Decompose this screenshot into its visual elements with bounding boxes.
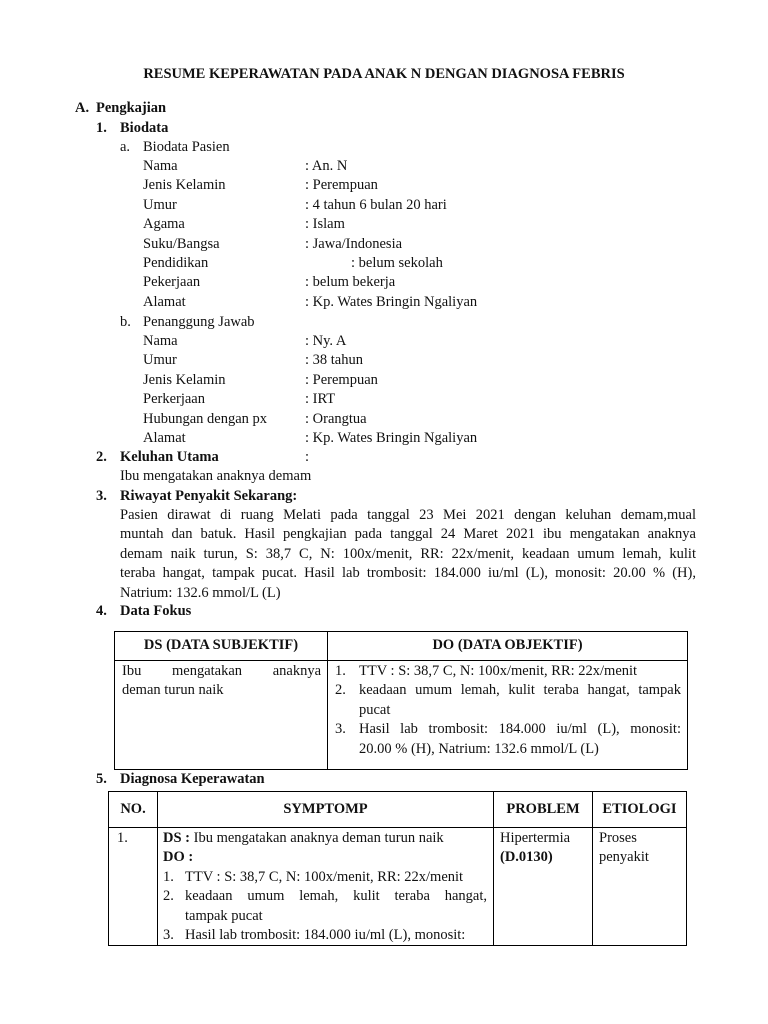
etiologi-line: Proses [599, 830, 637, 846]
field-value: : Kp. Wates Bringin Ngaliyan [305, 430, 478, 446]
diagnosa-marker: 5. [96, 771, 107, 787]
document-title: RESUME KEPERAWATAN PADA ANAK N DENGAN DIAGNOSA FEBRIS [143, 66, 625, 82]
diagnosa-heading: Diagnosa Keperawatan [120, 771, 265, 787]
riwayat-line: Natrium: 132.6 mmol/L (L) [120, 584, 281, 601]
list-item [335, 662, 681, 681]
list-item-text: keadaan umum lemah, kulit teraba hangat, [185, 888, 487, 905]
ds-text: Ibu mengatakan anaknya deman turun naik [190, 830, 444, 846]
field-value: : Perempuan [305, 177, 378, 194]
field-value: : belum bekerja [305, 274, 396, 291]
riwayat-line: teraba hangat, tampak pucat. Hasil lab trombosit: 184.000 iu/ml (L), monosit: 20.00 % (H), [120, 565, 696, 582]
biodata-marker: 1. [96, 120, 107, 136]
field-value: : Kp. Wates Bringin Ngaliyan [305, 293, 478, 310]
list-item-number: 2. [335, 682, 346, 699]
keluhan-marker: 2. [96, 449, 107, 465]
list-item-number: 1. [335, 663, 346, 679]
field-label: Hubungan dengan px [143, 410, 268, 427]
no-header: NO. [109, 792, 158, 828]
ds-line: Ibu mengatakan anaknya [122, 663, 321, 679]
riwayat-line: Pasien dirawat di ruang Melati pada tanggal 23 Mei 2021 dengan keluhan demam,mual [120, 507, 696, 523]
field-label: Pendidikan [143, 255, 209, 271]
field-value: : Jawa/Indonesia [305, 235, 403, 252]
field-label: Pekerjaan [143, 274, 201, 291]
list-item [335, 681, 681, 720]
field-value: : 38 tahun [305, 352, 363, 369]
list-item-text: TTV : S: 38,7 C, N: 100x/menit, RR: 22x/menit [359, 663, 638, 679]
etiologi-line: penyakit [599, 849, 649, 866]
problem-name: Hipertermia [500, 830, 571, 846]
field-label: Umur [143, 196, 177, 213]
field-value: : Islam [305, 216, 345, 233]
section-a-heading: Pengkajian [96, 100, 167, 116]
field-label: Nama [143, 158, 178, 174]
field-label: Umur [143, 352, 177, 369]
field-label: Jenis Kelamin [143, 177, 226, 194]
data-fokus-marker: 4. [96, 603, 107, 619]
ds-line [163, 829, 487, 848]
no-cell [109, 828, 158, 946]
penanggung-marker: b. [120, 314, 131, 330]
ds-line: deman turun naik [122, 682, 224, 699]
table-row [115, 661, 688, 770]
row-number: 1. [117, 830, 128, 846]
riwayat-line: muntah dan batuk. Hasil pengkajian pada tanggal 24 Maret 2021 ibu mengatakan anaknya [120, 526, 696, 543]
symptom-cell [158, 828, 494, 946]
penanggung-heading: Penanggung Jawab [143, 314, 255, 330]
list-item-number: 2. [163, 888, 174, 905]
ds-header: DS (DATA SUBJEKTIF) [115, 632, 328, 661]
field-value: : Ny. A [305, 333, 347, 349]
list-item-text: tampak pucat [185, 907, 263, 924]
list-item-text: 20.00 % (H), Natrium: 132.6 mmol/L (L) [359, 740, 599, 757]
biodata-heading: Biodata [120, 120, 169, 136]
problem-code: (D.0130) [500, 849, 553, 866]
biodata-pasien-heading: Biodata Pasien [143, 139, 230, 155]
riwayat-line: demam naik turun, S: 38,7 C, N: 100x/menit, RR: 22x/menit, keadaan umum lemah, kulit [120, 545, 696, 562]
ds-cell [115, 661, 328, 770]
field-label: Alamat [143, 430, 186, 446]
field-value: : 4 tahun 6 bulan 20 hari [305, 196, 447, 213]
field-value: : Orangtua [305, 410, 367, 427]
etiologi-header: ETIOLOGI [593, 792, 687, 828]
list-item-text: Hasil lab trombosit: 184.000 iu/ml (L), monosit: [359, 721, 681, 738]
problem-header: PROBLEM [494, 792, 593, 828]
table-row [109, 828, 687, 946]
symptom-header: SYMPTOMP [158, 792, 494, 828]
do-cell [328, 661, 688, 770]
field-label: Jenis Kelamin [143, 371, 226, 388]
field-label: Agama [143, 216, 185, 233]
field-label: Alamat [143, 293, 186, 310]
list-item-number: 1. [163, 868, 174, 885]
biodata-pasien-marker: a. [120, 139, 131, 155]
data-fokus-table [114, 631, 688, 770]
list-item-text: keadaan umum lemah, kulit teraba hangat, tampak [359, 682, 681, 699]
riwayat-marker: 3. [96, 488, 107, 504]
do-header: DO (DATA OBJEKTIF) [328, 632, 688, 661]
list-item-text: pucat [359, 701, 391, 718]
list-item-text: Hasil lab trombosit: 184.000 iu/ml (L), monosit: [185, 926, 466, 943]
field-label: Perkerjaan [143, 391, 205, 408]
riwayat-heading: Riwayat Penyakit Sekarang: [120, 488, 298, 504]
do-list [328, 661, 687, 759]
diagnosa-table [108, 791, 687, 946]
keluhan-text: Ibu mengatakan anaknya demam [120, 468, 312, 484]
data-fokus-heading: Data Fokus [120, 603, 192, 619]
list-item-number: 3. [163, 926, 174, 943]
ds-label: DS : [163, 830, 190, 846]
list-item-number: 3. [335, 721, 346, 738]
problem-cell [494, 828, 593, 946]
field-label: Nama [143, 333, 178, 349]
table-header-row [115, 632, 688, 661]
field-value: : belum sekolah [351, 255, 443, 271]
list-item-text: TTV : S: 38,7 C, N: 100x/menit, RR: 22x/menit [185, 868, 464, 885]
section-a-marker: A. [75, 100, 90, 116]
list-item [163, 887, 487, 926]
list-item [163, 868, 487, 887]
do-label: DO : [163, 849, 194, 866]
riwayat-paragraph [120, 506, 696, 603]
etiologi-cell [593, 828, 687, 946]
diag-do-list [163, 868, 487, 946]
field-value: : IRT [305, 391, 336, 408]
list-item [335, 720, 681, 759]
keluhan-colon: : [305, 449, 310, 465]
list-item [163, 926, 487, 945]
field-label: Suku/Bangsa [143, 235, 220, 252]
field-value: : An. N [305, 158, 348, 174]
field-value: : Perempuan [305, 371, 378, 388]
keluhan-heading: Keluhan Utama [120, 449, 219, 465]
table-header-row [109, 792, 687, 828]
